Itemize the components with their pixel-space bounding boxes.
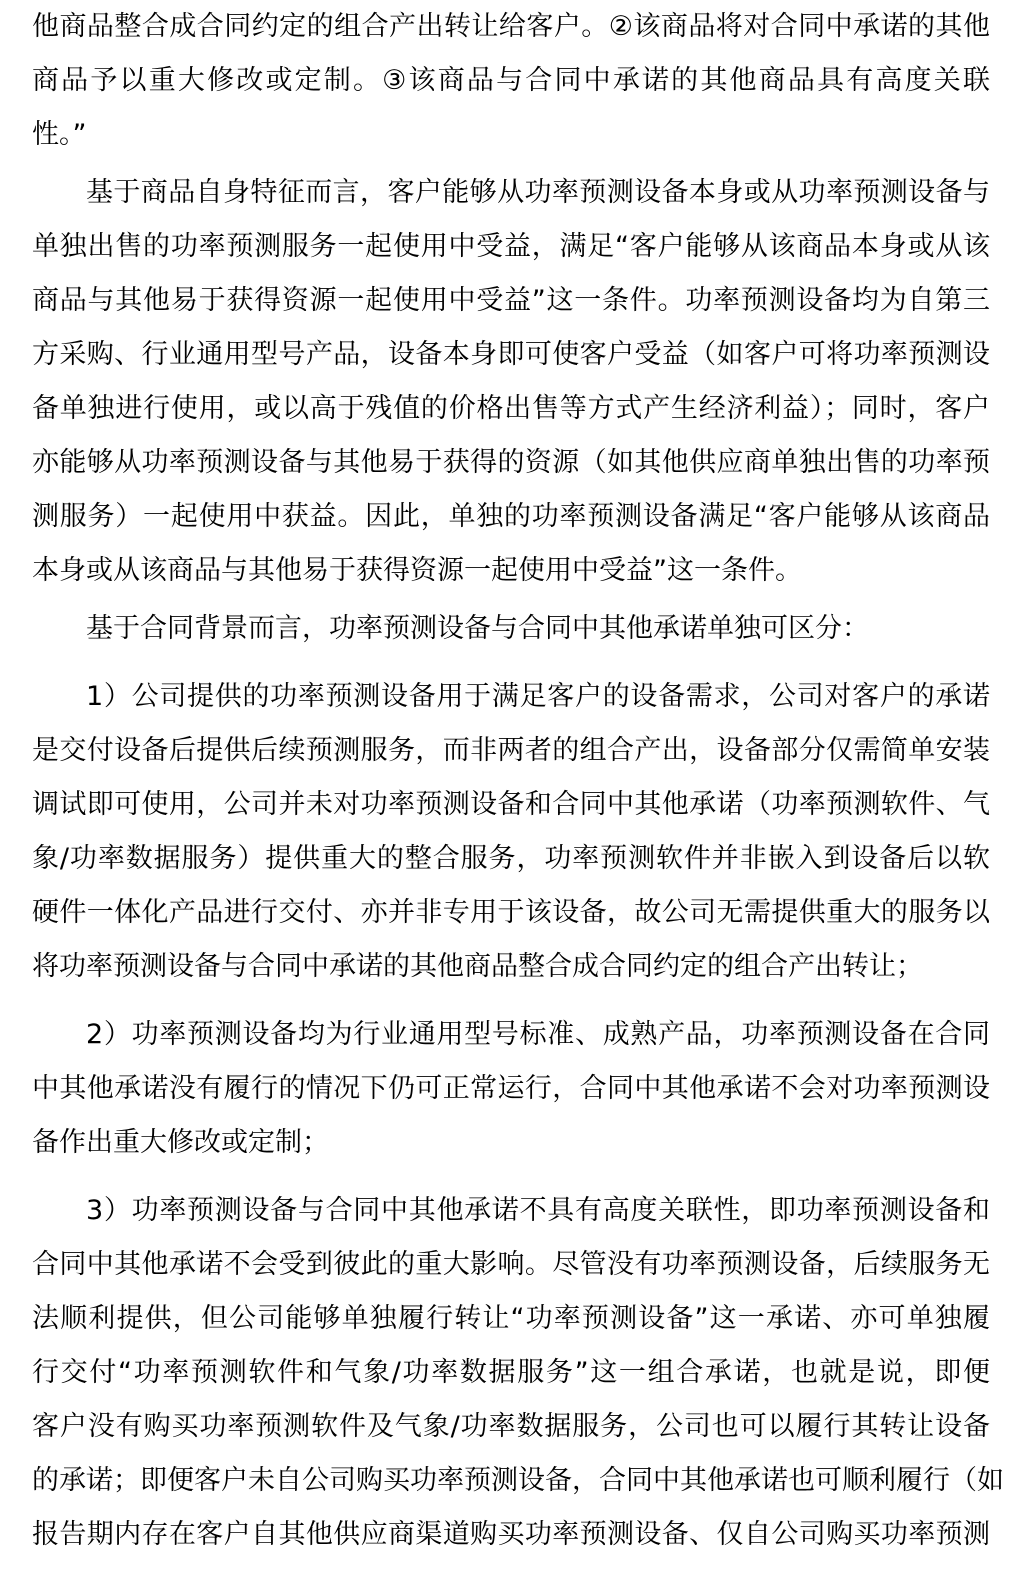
text-line: 商品予以重大修改或定制。③该商品与合同中承诺的其他商品具有高度关联: [32, 65, 990, 96]
text-line: 单独出售的功率预测服务一起使用中受益，满足“客户能够从该商品本身或从该: [32, 231, 990, 262]
text-line: 客户没有购买功率预测软件及气象/功率数据服务，公司也可以履行其转让设备: [32, 1411, 990, 1442]
text-line: 法顺利提供，但公司能够单独履行转让“功率预测设备”这一承诺、亦可单独履: [32, 1303, 990, 1334]
text-line: 合同中其他承诺不会受到彼此的重大影响。尽管没有功率预测设备，后续服务无: [32, 1249, 990, 1280]
text-line: 象/功率数据服务）提供重大的整合服务，功率预测软件并非嵌入到设备后以软: [32, 843, 990, 874]
paragraph-quote-continuation: [32, 0, 990, 162]
text-line: 的承诺；即便客户未自公司购买功率预测设备，合同中其他承诺也可顺利履行（如: [32, 1465, 1004, 1496]
text-line: 1）公司提供的功率预测设备用于满足客户的设备需求，公司对客户的承诺: [86, 681, 990, 712]
text-line: 是交付设备后提供后续预测服务，而非两者的组合产出，设备部分仅需简单安装: [32, 735, 990, 766]
text-line: 硬件一体化产品进行交付、亦并非专用于该设备，故公司无需提供重大的服务以: [32, 897, 990, 928]
paragraph-item-3: [32, 1184, 1004, 1562]
paragraph-item-1: [32, 670, 990, 994]
text-line: 将功率预测设备与合同中承诺的其他商品整合成合同约定的组合产出转让；: [32, 951, 923, 982]
text-line: 2）功率预测设备均为行业通用型号标准、成熟产品，功率预测设备在合同: [86, 1019, 990, 1050]
text-line: 行交付“功率预测软件和气象/功率数据服务”这一组合承诺，也就是说，即便: [32, 1357, 990, 1388]
text-line: 方采购、行业通用型号产品，设备本身即可使客户受益（如客户可将功率预测设: [32, 339, 990, 370]
text-line: 报告期内存在客户自其他供应商渠道购买功率预测设备、仅自公司购买功率预测: [32, 1519, 990, 1550]
text-line: 测服务）一起使用中获益。因此，单独的功率预测设备满足“客户能够从该商品: [32, 501, 990, 532]
paragraph-item-2: [32, 1008, 990, 1170]
text-line: 备单独进行使用，或以高于残值的价格出售等方式产生经济利益）；同时，客户: [32, 393, 990, 424]
text-line: 3）功率预测设备与合同中其他承诺不具有高度关联性，即功率预测设备和: [86, 1195, 990, 1226]
text-line: 商品与其他易于获得资源一起使用中受益”这一条件。功率预测设备均为自第三: [32, 285, 990, 316]
text-line: 他商品整合成合同约定的组合产出转让给客户。②该商品将对合同中承诺的其他: [32, 11, 990, 42]
text-line: 亦能够从功率预测设备与其他易于获得的资源（如其他供应商单独出售的功率预: [32, 447, 990, 478]
paragraph-contract-background: [32, 602, 990, 656]
text-line: 基于商品自身特征而言，客户能够从功率预测设备本身或从功率预测设备与: [86, 177, 990, 208]
text-line: 中其他承诺没有履行的情况下仍可正常运行，合同中其他承诺不会对功率预测设: [32, 1073, 990, 1104]
paragraph-product-characteristics: [32, 166, 990, 598]
text-line: 本身或从该商品与其他易于获得资源一起使用中受益”这一条件。: [32, 555, 802, 586]
document-page: [32, 0, 1004, 1562]
text-line: 备作出重大修改或定制；: [32, 1127, 329, 1158]
text-line: 调试即可使用，公司并未对功率预测设备和合同中其他承诺（功率预测软件、气: [32, 789, 990, 820]
text-line: 基于合同背景而言，功率预测设备与合同中其他承诺单独可区分：: [86, 613, 869, 644]
text-line: 性。”: [32, 119, 87, 150]
